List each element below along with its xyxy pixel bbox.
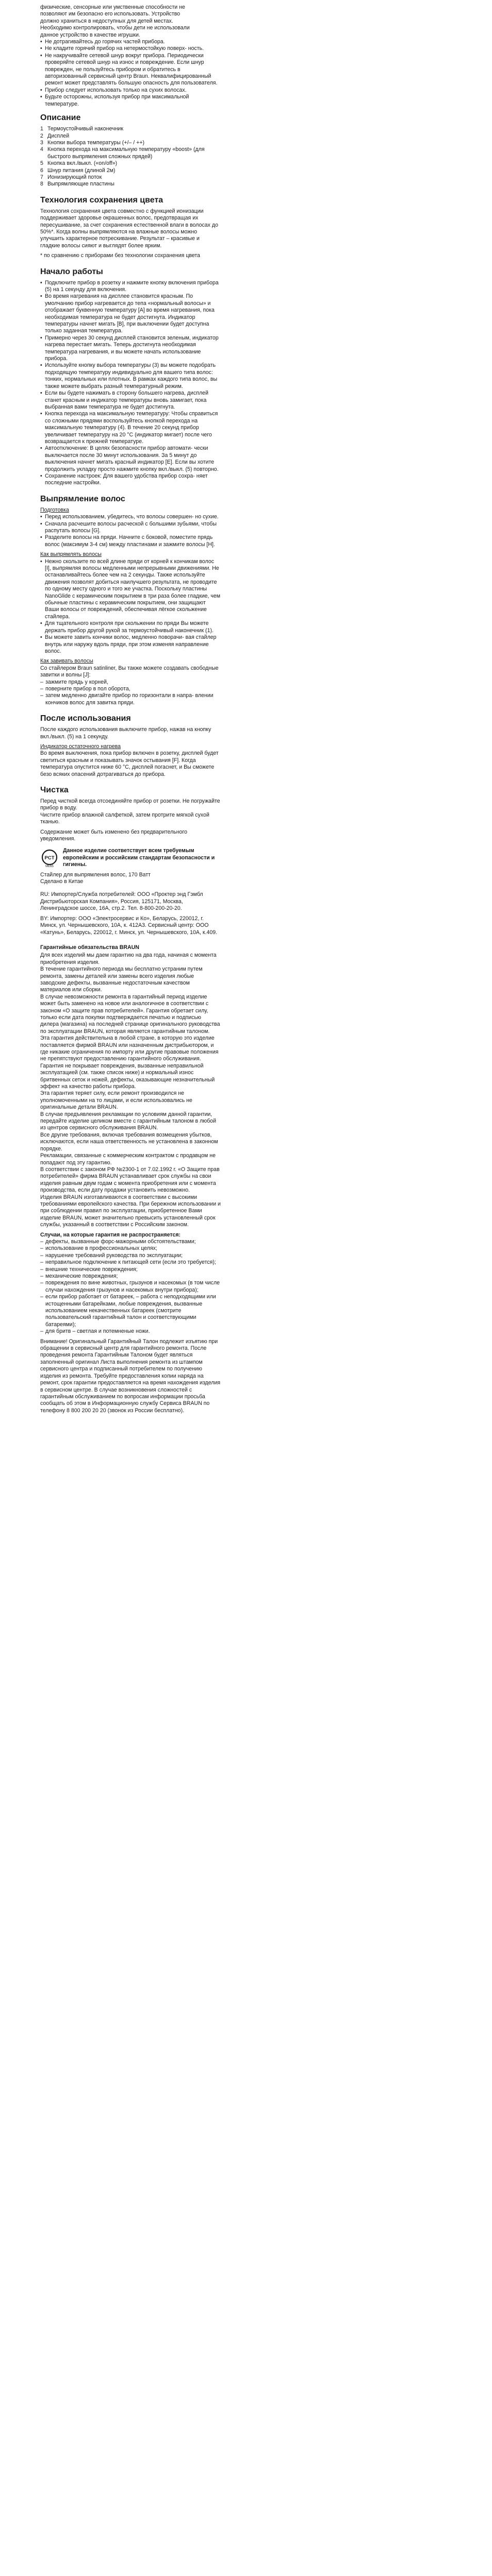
getting-started-item: • Используйте кнопку выбора температуры (3) вы можете подобрать подходящую температуру индивидуально для вашего типа волос: тонких, нормальных или плотных. В рамках каждого типа волос, вы также можете выбрать разный температурный режим. (40, 362, 221, 390)
description-item (40, 174, 221, 181)
cleaning-line: Перед чисткой всегда отсоединяйте прибор от розетки. Не погружайте прибор в воду. (40, 798, 220, 811)
curl-step: – поверните прибор в пол оборота, (40, 686, 221, 692)
item-number: 2 (40, 132, 43, 139)
warranty-paragraph: Все другие требования, включая требования возмещения убытков, исключаются, если наша ответственность не установлена в законном порядке. (40, 1131, 218, 1152)
exclusion-item: – механические повреждения; (40, 1273, 221, 1280)
item-number: 5 (40, 160, 43, 167)
warranty-paragraph: Рекламации, связанные с коммерческим контрактом с продавцом не попадают под эту гарантию. (40, 1153, 216, 1166)
straighten-list (40, 558, 221, 655)
description-list (40, 126, 221, 188)
getting-started-item: • Если вы будете нажимать в сторону большего нагрева, дисплей станет красным и индикатор температуры вновь замигает, пока выбранная вами температура не будет достигнута. (40, 390, 221, 411)
exclusion-item: – неправильное подключение к питающей сети (если это требуется); (40, 1259, 221, 1266)
item-text: Выпрямляющие пластины (47, 181, 114, 188)
exclusions-list (40, 1239, 221, 1335)
warranty-paragraph: В течение гарантийного периода мы бесплатно устраним путем ремонта, замены деталей или замены всего изделия любые заводские дефекты, вызванные недостаточным качеством материалов или сборки. (40, 966, 203, 993)
item-number: 1 (40, 126, 43, 132)
curl-label: Как завивать волосы (40, 658, 93, 665)
safety-item: • Не кладите горячий прибор на нетермостойкую поверх- ность. (40, 45, 221, 52)
warranty-paragraph: Гарантия не покрывает повреждения, вызванные неправильной эксплуатацией (см. также список ниже) и нормальный износ бритвенных сеток и ножей, дефекты, оказывающие незначительный эффект на качество работы прибора. (40, 1062, 215, 1090)
getting-started-list (40, 280, 221, 487)
color-tech-footnote: * по сравнению с приборами без технологии сохранения цвета (40, 252, 201, 259)
curl-steps (40, 679, 221, 707)
description-heading: Описание (40, 113, 81, 123)
straighten-label: Как выпрямлять волосы (40, 551, 102, 558)
straighten-item: • Вы можете завить кончики волос, медленно поворачи- вая стайлер внутрь или наружу вдоль пряди, при этом изменяя направление волос. (40, 634, 221, 655)
exclusion-item: – если прибор работает от батареек, – работа с неподходящими или истощенными батарейками, любые повреждения, вызванные использованием некачественных батареек (смотрите пользовательский гарантийный талон и соответствующими батареями); (40, 1294, 221, 1328)
safety-item: • Прибор следует использовать только на сухих волосах. (40, 87, 221, 94)
safety-item: • Не дотрагивайтесь до горячих частей прибора. (40, 39, 221, 45)
curl-intro: Со стайлером Braun satinliner, Вы также можете создавать свободные завитки и волны [J]: (40, 665, 219, 679)
item-text: Ионизирующий поток (47, 174, 102, 180)
description-item (40, 160, 221, 167)
intro-text (40, 4, 221, 39)
warranty-paragraph: Для всех изделий мы даем гарантию на два года, начиная с момента приобретения изделия. (40, 952, 217, 965)
change-notice: Содержание может быть изменено без предварительного уведомления. (40, 828, 188, 842)
description-item (40, 146, 221, 160)
warranty-paragraph: Эта гарантия действительна в любой стране, в которую это изделие поставляется фирмой BRAUN или назначенным дистрибьютором, и где никакие ограничения по импорту или другие правовые положения не препятствуют предоставлению гарантийного обслуживания. (40, 1035, 219, 1062)
curl-step: – зажмите прядь у корней, (40, 679, 221, 686)
item-text: Термоустойчивый наконечник (47, 126, 123, 132)
certification-block (40, 848, 221, 868)
importer-by: BY: Импортер: ООО «Электросервис и Ко», Беларусь, 220012, г. Минск, ул. Чернышевского, 10А, к. 412А3. Сервисный центр: ООО «Катунь», Беларусь, 220012, г. Минск, ул. Чернышевского, 10А, к.409. (40, 915, 218, 936)
prep-label: Подготовка (40, 506, 69, 513)
exclusion-item: – повреждения по вине животных, грызунов и насекомых (в том числе случаи нахождения грызунов и насекомых внутри прибора); (40, 1280, 221, 1294)
prep-item: • Разделите волосы на пряди. Начните с боковой, поместите прядь волос (максимум 3-4 см) между пластинами и зажмите волосы [H]. (40, 534, 221, 548)
after-use-heading: После использования (40, 714, 131, 723)
intro-line: данное устройство в качестве игрушки. (40, 31, 140, 38)
exclusion-item: – для бритв – светлая и потемненые ножи. (40, 1328, 221, 1335)
getting-started-item: • Во время нагревания на дисплее становится красным. По умолчанию прибор нагревается до тепа «нормальный волосы» и отображает буквенную температуру [A] во время нагревания, пока необходимая температура не будет достигнута. Индикатор температуры начнет мигать [B], при выключении будет доступна только заданная температура. (40, 293, 221, 334)
item-text: Кнопка вкл./выкл. («on/off») (47, 160, 118, 167)
exclusion-item: – дефекты, вызванные форс-мажорными обстоятельствами; (40, 1239, 221, 1245)
item-number: 7 (40, 174, 43, 180)
intro-line: позволяют им безопасно его использовать. Устройство (40, 11, 181, 18)
getting-started-item: • Подключите прибор в розетку и нажмите кнопку включения прибора (5) на 1 секунду для включения. (40, 280, 221, 294)
pct-mark-code: ME65 (45, 865, 54, 868)
safety-list (40, 39, 221, 108)
color-tech-heading: Технология сохранения цвета (40, 195, 163, 205)
item-number: 6 (40, 167, 43, 174)
safety-item: • Не накручивайте сетевой шнур вокруг прибора. Периодически проверяйте сетевой шнур на износ и повреждение. Если шнур поврежден, не пользуйтесь прибором и обратитесь в авторизованный сервисный центр Braun. Неквалифицированный ремонт может представлять большую опасность для пользователя. (40, 53, 221, 87)
getting-started-item: • Автоотключение: В целях безопасности прибор автомати- чески выключается после 30 минут использования. За 5 минут до выключения начнет мигать красный индикатор [E]. Если вы хотите продолжить укладку просто нажмите кнопку вкл./выкл. (5) повторно. (40, 445, 221, 473)
indicator-body: Во время выключения, пока прибор включен в розетку, дисплей будет светиться красным и показывать значок остывания [F]. Когда температура опустится ниже 60 °C, дисплей погаснет, и Вы сможете безо всяких опасений дотрагиваться до прибора. (40, 750, 219, 777)
power-spec: Стайлер для выпрямления волос, 170 Ватт (40, 871, 151, 878)
getting-started-item: • Сохранение настроек: Для вашего удобства прибор сохра- няет последние настройки. (40, 473, 221, 487)
certification-text: Данное изделие соответствует всем требуемым европейским и российским стандартам безопасности и гигиены. (63, 848, 215, 868)
warranty-paragraph: В случае невозможности ремонта в гарантийный период изделие может быть заменено на новое или аналогичное в соответствии с законом «О защите прав потребителей». Гарантия обретает силу, только если дата покупки подтверждается печатью и подписью дилера (магазина) на последней странице оригинального руководства по эксплуатации BRAUN, которая является гарантийным талоном. (40, 993, 220, 1035)
description-item (40, 126, 221, 132)
prep-item: • Сначала расчешите волосы расческой с большими зубьями, чтобы распутать волосы [G]. (40, 521, 221, 535)
exclusions-label: Случаи, на которые гарантия не распространяется: (40, 1231, 181, 1238)
pct-certification-icon (40, 849, 59, 868)
item-text: Шнур питания (длиной 2м) (47, 167, 116, 174)
indicator-label: Индикатор остаточного нагрева (40, 743, 121, 750)
cleaning-line: Чистите прибор влажной салфеткой, затем протрите мягкой сухой тканью. (40, 811, 209, 825)
warranty-paragraph: Эта гарантия теряет силу, если ремонт производился не уполномоченными на то лицами, и если использовались не оригинальные детали BRAUN. (40, 1090, 192, 1111)
description-item (40, 181, 221, 188)
prep-item: • Перед использованием, убедитесь, что волосы совершен- но сухие. (40, 514, 221, 520)
cleaning-heading: Чистка (40, 786, 69, 794)
straighten-item: • Нежно скользите по всей длине пряди от корней к кончикам волос [I], выпрямляя волосы медленными непрерывными движениями. Не останавливайтесь более чем на 2 секунды. Также используйте движения позволят добиться наилучшего результата, не проводите по одному месту одного и того же участка. Поскольку пластины NanoGlide с керамическим покрытием в три раза более гладкие, чем обычные пластины с керамическим покрытием, они защищают Ваши волосы от повреждений, обеспечивая лёгкое скольжение стайлера. (40, 558, 221, 621)
intro-line: Необходимо контролировать, чтобы дети не использовали (40, 25, 190, 31)
pct-mark-label: PCT (44, 855, 55, 861)
safety-item: • Будьте осторожны, используя прибор при максимальной температуре. (40, 94, 221, 108)
styling-heading: Выпрямление волос (40, 494, 125, 503)
description-item (40, 167, 221, 174)
warranty-paragraph: Изделия BRAUN изготавливаются в соответствии с высокими требованиями европейского качества. При бережном использовании и при соблюдении правил по эксплуатации, приобретенное Вами изделие BRAUN, может значительно превысить установленный срок службы, указанный в соответствии с Российским законом. (40, 1194, 221, 1228)
exclusion-item: – внешние технические повреждения; (40, 1266, 221, 1273)
intro-line: должно храниться в недоступных для детей местах. (40, 18, 173, 24)
prep-list (40, 514, 221, 548)
page-content (40, 4, 221, 1414)
exclusion-item: – использование в профессиональных целях; (40, 1245, 221, 1252)
item-number: 8 (40, 181, 43, 188)
getting-started-heading: Начало работы (40, 267, 103, 276)
made-in: Сделано в Китае (40, 878, 84, 885)
warranty-paragraph: В случае предъявления рекламации по условиям данной гарантии, передайте изделие целиком вместе с гарантийным талоном в любой из центров сервисного обслуживания BRAUN. (40, 1111, 217, 1131)
warranty-heading: Гарантийные обязательства BRAUN (40, 944, 139, 951)
item-number: 3 (40, 139, 43, 146)
item-text: Кнопки выбора температуры (+/– / ++) (47, 139, 145, 146)
importer-ru: RU: Импортер/Служба потребителей: ООО «Проктер энд Гэмбл Дистрибьюторская Компания», Россия, 125171, Москва, Ленинградское шоссе, 16А, стр.2. Тел. 8-800-200-20-20. (40, 891, 203, 912)
exclusion-item: – нарушение требований руководства по эксплуатации; (40, 1252, 221, 1259)
warranty-closing: Внимание! Оригинальный Гарантийный Талон подлежит изъятию при обращении в сервисный центр для гарантийного ремонта. После проведения ремонта Гарантийным Талоном будет являться заполненный оригинал Листа выполнения ремонта из штампом сервисного центра и подписанный потребителем по получению изделия из ремонта. Требуйте предоставления копии наряда на ремонт, срок гарантии предоставляется на время нахождения изделия в сервисном центре. В случае возникновения сложностей с гарантийным обслуживанием по вопросам информации просьба сообщать об этом в Информационную службу Сервиса BRAUN по телефону 8 800 200 20 20 (звонок из России бесплатно). (40, 1338, 221, 1414)
curl-step: – затем медленно двигайте прибор по горизонтали в напра- влении кончиков волос для завитка пряди. (40, 692, 221, 706)
item-text: Кнопка перехода на максимальную температуру «boost» (для быстрого выпрямления сложных прядей) (47, 146, 205, 160)
intro-line: физические, сенсорные или умственные способности не (40, 4, 185, 10)
item-number: 4 (40, 146, 43, 153)
after-use-body: После каждого использования выключите прибор, нажав на кнопку вкл./выкл. (5) на 1 секунду. (40, 726, 211, 740)
getting-started-item: • Кнопка перехода на максимальную температуру: Чтобы справиться со сложными прядями воспользуйтесь кнопкой перехода на максимальную температуру (4). В течение 20 секунд прибор увеличивает температуру на 20 °C (индикатор мигает) после чего возвращается к прежней температуре. (40, 411, 221, 445)
straighten-item: • Для тщательного контроля при скольжении по пряди Вы можете держать прибор другой рукой за термоустойчивый наконечник (1). (40, 620, 221, 634)
getting-started-item: • Примерно через 30 секунд дисплей становится зеленым, индикатор нагрева перестает мигать. Теперь достигнута необходимая температура нагревания, и вы можете начать использование прибора. (40, 335, 221, 363)
warranty-paragraph: В соответствии с законом РФ №2300-1 от 7.02.1992 г. «О Защите прав потребителей» фирма BRAUN устанавливает срок службы на свои изделия равным двум годам с момента приобретения или с момента производства, если дату продажи установить невозможно. (40, 1166, 220, 1194)
description-item (40, 133, 221, 140)
item-text: Дисплей (47, 132, 70, 139)
description-item (40, 140, 221, 146)
color-tech-body: Технология сохранения цвета совместно с функцией ионизации поддерживает здоровье окрашенных волос, предотвращая их пересушивание, за счет сохранения естественной влаги в волосах до 50%*. Когда волны выпрямляются на влажные волосы можно улучшить характерное потрескивание. Результат – красивые и гладкие волосы сияют и выглядят более ярким. (40, 208, 218, 249)
